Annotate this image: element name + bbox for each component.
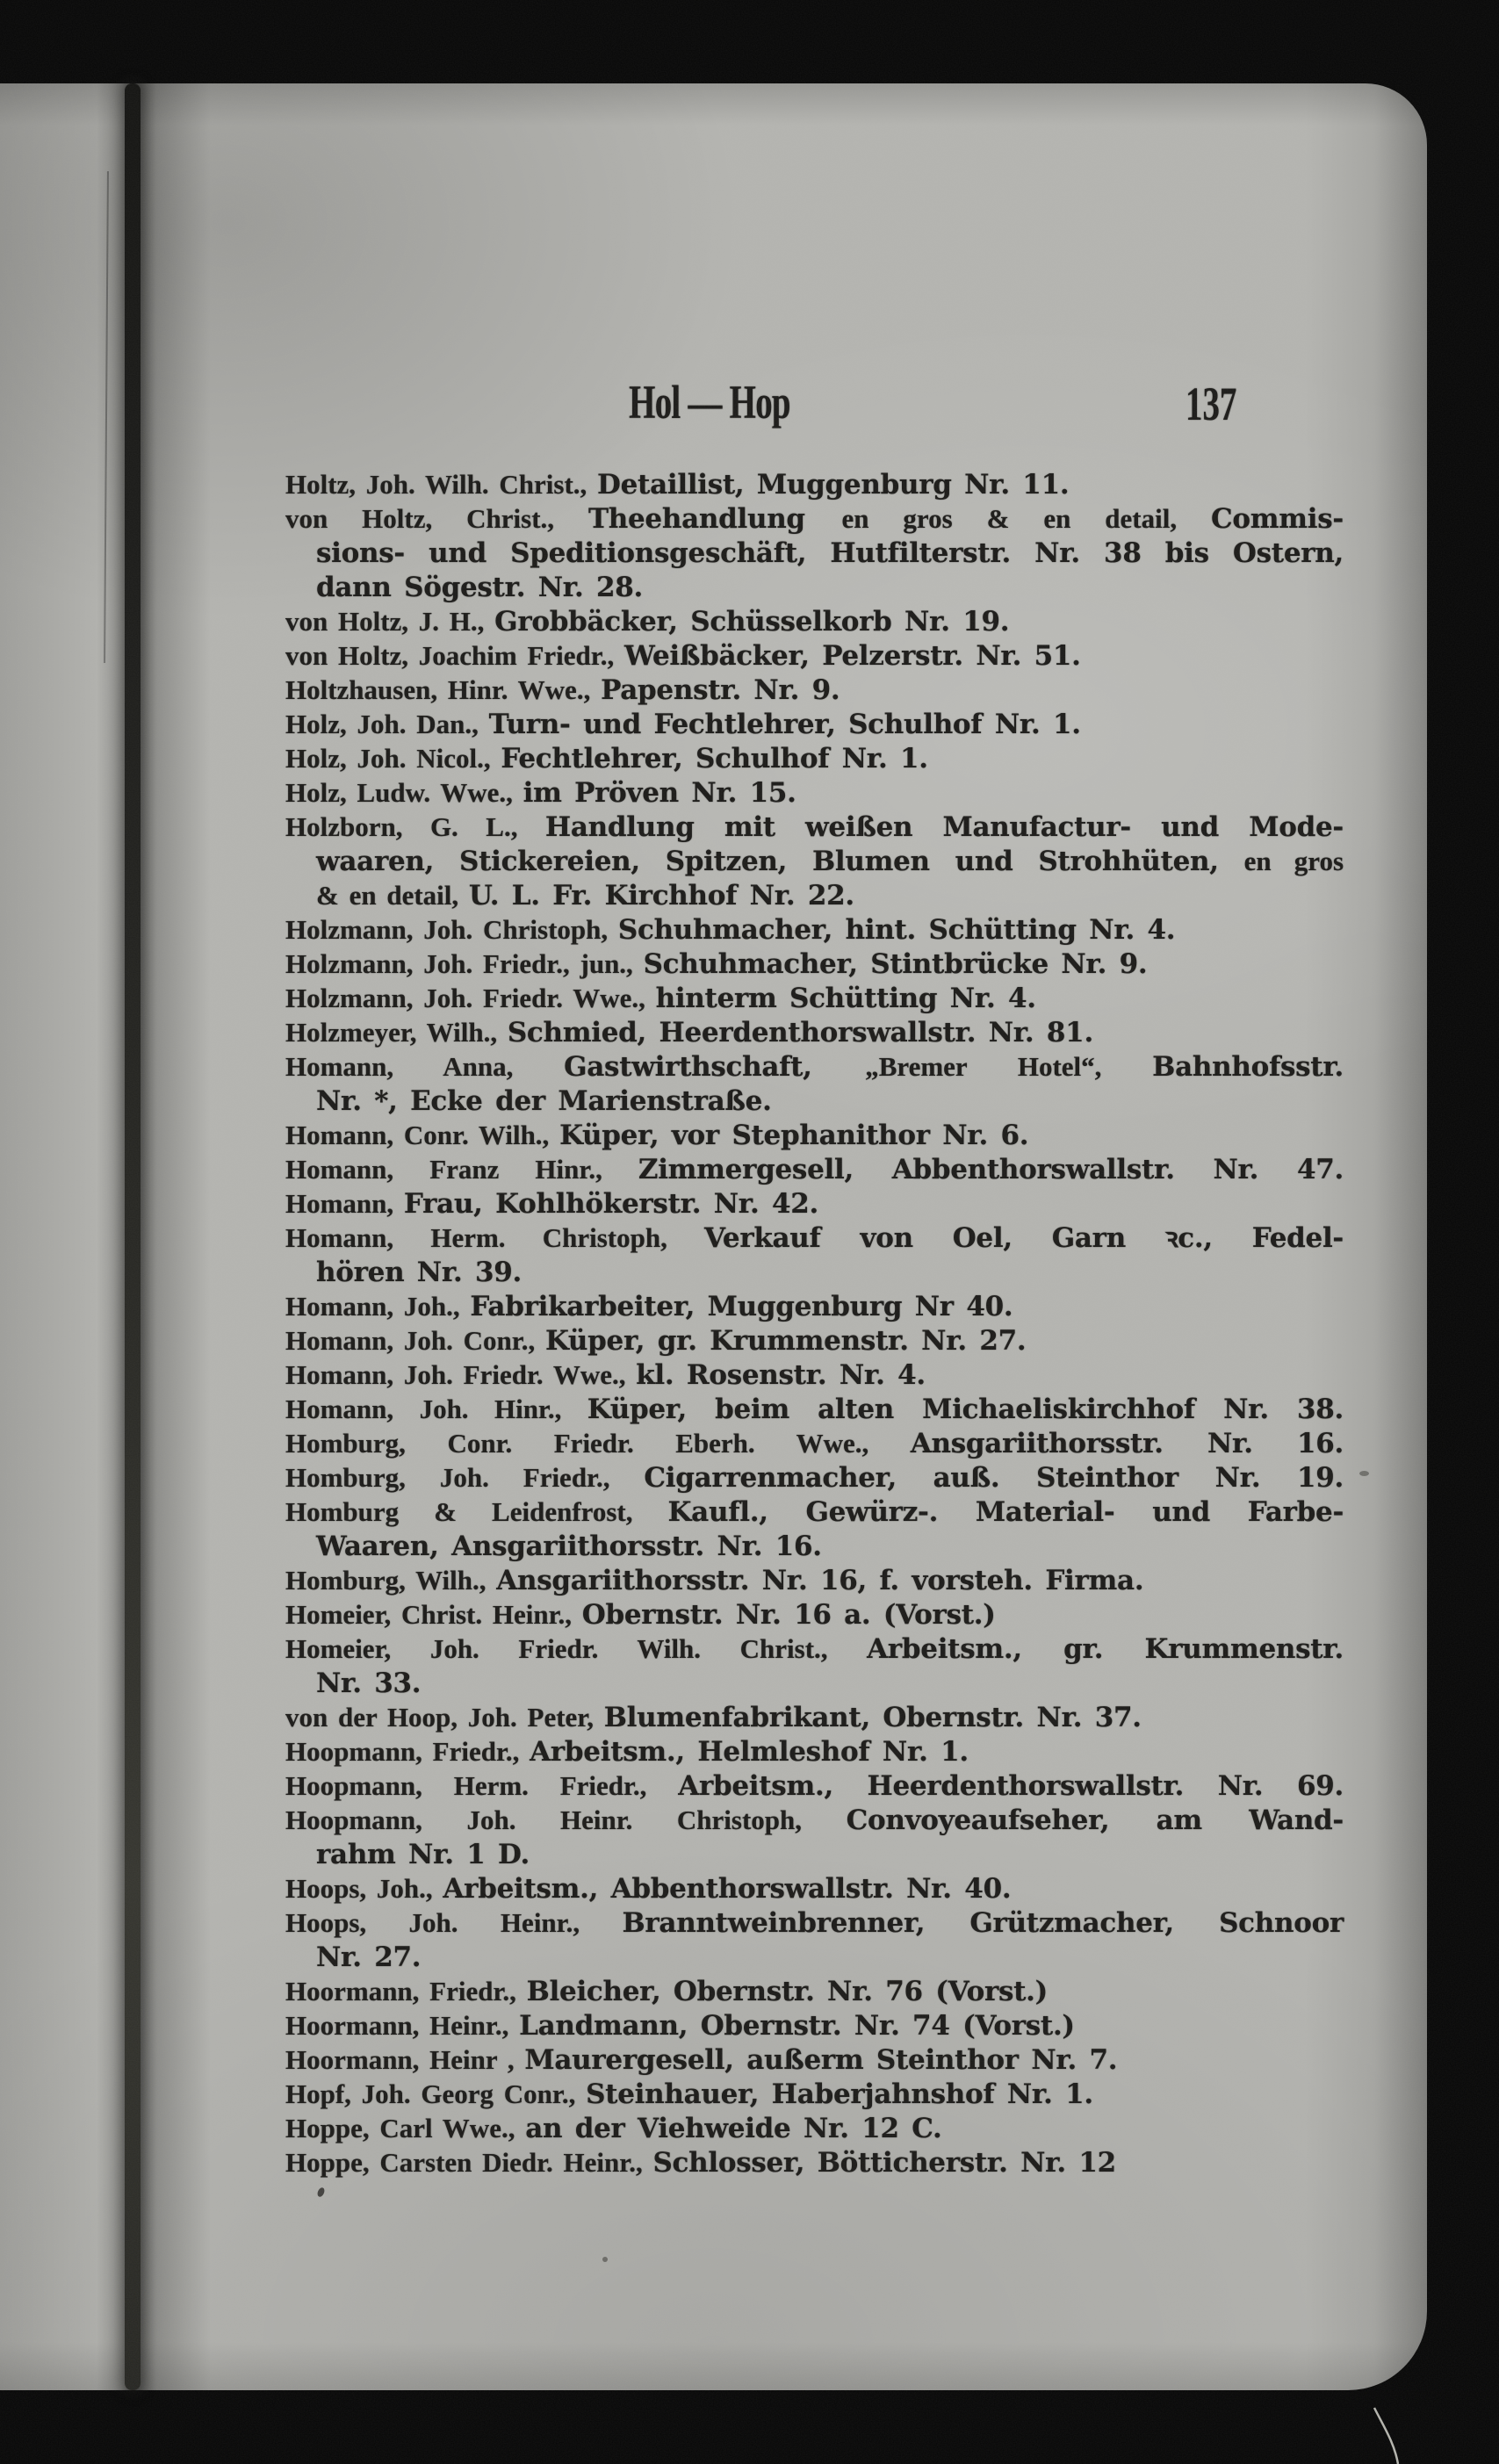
entry-details: Turn- und Fechtlehrer, Schulhof Nr. 1. bbox=[488, 709, 1081, 740]
entry-details: Grobbäcker, Schüsselkorb Nr. 19. bbox=[494, 606, 1010, 638]
directory-line bbox=[285, 673, 1344, 707]
entry-name: von der Hoop, Joh. Peter, bbox=[285, 1702, 604, 1733]
directory-line bbox=[285, 1015, 1344, 1049]
entry-details: Waaren, Ansgariithorsstr. Nr. 16. bbox=[316, 1531, 822, 1562]
directory-line bbox=[285, 1734, 1344, 1769]
entry-details: Papenstr. Nr. 9. bbox=[601, 674, 840, 706]
directory-line bbox=[285, 570, 1344, 604]
entry-details: Küper, vor Stephanithor Nr. 6. bbox=[559, 1120, 1029, 1151]
entry-details: Branntweinbrenner, Grützmacher, Schnoor bbox=[622, 1907, 1344, 1939]
directory-line bbox=[285, 1289, 1344, 1323]
directory-line bbox=[285, 981, 1344, 1015]
entry-details: Convoyeaufseher, am Wand- bbox=[846, 1805, 1344, 1836]
directory-line bbox=[285, 1358, 1344, 1392]
entry-details: Verkauf von Oel, Garn ꝛc., Fedel- bbox=[703, 1222, 1344, 1254]
entry-name: Hoopmann, Joh. Heinr. Christoph, bbox=[285, 1805, 847, 1835]
directory-line bbox=[285, 2077, 1344, 2111]
entry-details: Commis- bbox=[1211, 503, 1344, 535]
thread-fiber bbox=[1352, 2371, 1458, 2464]
entry-name: Holzborn, G. L., bbox=[285, 811, 545, 842]
directory-line bbox=[285, 947, 1344, 981]
entry-name: Hoppe, Carsten Diedr. Heinr., bbox=[285, 2147, 653, 2178]
entry-details: U. L. Fr. Kirchhof Nr. 22. bbox=[468, 880, 854, 911]
entry-details: rahm Nr. 1 D. bbox=[316, 1839, 530, 1870]
entry-name: Holtz, Joh. Wilh. Christ., bbox=[285, 469, 598, 500]
entry-details: Blumenfabrikant, Obernstr. Nr. 37. bbox=[603, 1702, 1142, 1733]
directory-line bbox=[285, 1118, 1344, 1152]
ink-speck bbox=[316, 2187, 326, 2198]
directory-line bbox=[285, 810, 1344, 844]
entry-name: Holzmann, Joh. Christoph, bbox=[285, 914, 618, 945]
entry-name: Hoppe, Carl Wwe., bbox=[285, 2113, 526, 2143]
entry-details: Küper, gr. Krummenstr. Nr. 27. bbox=[544, 1325, 1027, 1357]
running-head: Hol — Hop bbox=[629, 376, 790, 429]
entry-details: Fabrikarbeiter, Muggenburg Nr 40. bbox=[470, 1291, 1013, 1322]
directory-line bbox=[285, 1529, 1344, 1563]
entry-name: Homeier, Christ. Heinr., bbox=[285, 1599, 582, 1630]
directory-line bbox=[285, 2145, 1344, 2179]
directory-line bbox=[285, 1049, 1344, 1084]
entry-name: Homann, Franz Hinr., bbox=[285, 1154, 638, 1185]
entry-name: Homann, Joh. Friedr. Wwe., bbox=[285, 1359, 637, 1390]
directory-line bbox=[285, 1906, 1344, 1940]
entry-details: Frau, Kohlhökerstr. Nr. 42. bbox=[403, 1188, 819, 1220]
entry-details: Cigarrenmacher, auß. Steinthor Nr. 19. bbox=[644, 1462, 1344, 1494]
entry-details: Gastwirthschaft, bbox=[564, 1051, 866, 1083]
directory-line bbox=[285, 1940, 1344, 1974]
entry-name: en gros & en detail, bbox=[841, 503, 1212, 534]
entry-details: Bleicher, Obernstr. Nr. 76 (Vorst.) bbox=[526, 1976, 1049, 2007]
entry-details: Schlosser, Bötticherstr. Nr. 12 bbox=[652, 2147, 1116, 2179]
entry-details: dann Sögestr. Nr. 28. bbox=[316, 572, 643, 603]
entry-details: Nr. *, Ecke der Marienstraße. bbox=[316, 1085, 772, 1117]
entry-details: Obernstr. Nr. 16 a. (Vorst.) bbox=[581, 1599, 996, 1631]
entry-details: Schuhmacher, hint. Schütting Nr. 4. bbox=[617, 914, 1176, 946]
directory-line bbox=[285, 1837, 1344, 1871]
entry-details: hinterm Schütting Nr. 4. bbox=[655, 983, 1036, 1014]
entry-name: Homann, Joh. Hinr., bbox=[285, 1394, 587, 1424]
directory-line bbox=[285, 2008, 1344, 2043]
entry-name: Holz, Ludw. Wwe., bbox=[285, 777, 523, 808]
entry-name: von Holtz, Christ., bbox=[285, 503, 588, 534]
directory-line bbox=[285, 1803, 1344, 1837]
directory-line bbox=[285, 1769, 1344, 1803]
entry-name: Homann, Anna, bbox=[285, 1051, 565, 1082]
entry-name: Homburg, Wilh., bbox=[285, 1565, 497, 1596]
directory-line bbox=[285, 912, 1344, 947]
directory-line bbox=[285, 1460, 1344, 1495]
entry-name: Homann, Conr. Wilh., bbox=[285, 1120, 560, 1150]
directory-line bbox=[285, 2111, 1344, 2145]
entry-details: Landmann, Obernstr. Nr. 74 (Vorst.) bbox=[519, 2010, 1075, 2042]
entry-name: Holz, Joh. Dan., bbox=[285, 709, 489, 739]
entry-name: von Holtz, Joachim Friedr., bbox=[285, 640, 624, 671]
directory-line bbox=[285, 1700, 1344, 1734]
entry-name: Holzmann, Joh. Friedr. Wwe., bbox=[285, 983, 656, 1013]
page-number: 137 bbox=[1186, 378, 1237, 430]
entry-name: Hoopmann, Friedr., bbox=[285, 1736, 530, 1767]
entry-name: „Bremer Hotel“, bbox=[865, 1051, 1153, 1082]
entry-details: Küper, beim alten Michaeliskirchhof Nr. 38. bbox=[587, 1394, 1344, 1425]
entry-details: Bahnhofsstr. bbox=[1152, 1051, 1344, 1083]
directory-line bbox=[285, 1597, 1344, 1632]
entry-name: en gros bbox=[1243, 846, 1344, 876]
directory-list bbox=[285, 467, 1344, 2179]
directory-line bbox=[285, 1632, 1344, 1666]
entry-name: Holz, Joh. Nicol., bbox=[285, 743, 501, 774]
binding-gutter bbox=[125, 83, 141, 2390]
directory-line bbox=[285, 878, 1344, 912]
directory-line bbox=[285, 1152, 1344, 1186]
directory-line bbox=[285, 1392, 1344, 1426]
directory-line bbox=[285, 1495, 1344, 1529]
entry-details: Arbeitsm., Helmleshof Nr. 1. bbox=[530, 1736, 969, 1768]
directory-line bbox=[285, 1255, 1344, 1289]
directory-line bbox=[285, 707, 1344, 741]
directory-line bbox=[285, 604, 1344, 638]
entry-name: Homburg & Leidenfrost, bbox=[285, 1496, 668, 1527]
entry-details: waaren, Stickereien, Spitzen, Blumen und Strohhüten, bbox=[316, 846, 1244, 877]
entry-name: Homann, Joh., bbox=[285, 1291, 471, 1322]
entry-details: Zimmergesell, Abbenthorswallstr. Nr. 47. bbox=[638, 1154, 1344, 1185]
entry-name: Holzmann, Joh. Friedr., jun., bbox=[285, 948, 644, 979]
directory-line bbox=[285, 1186, 1344, 1221]
entry-details: sions- und Speditionsgeschäft, Hutfilterstr. Nr. 38 bis Ostern, bbox=[316, 537, 1344, 569]
directory-line bbox=[285, 536, 1344, 570]
entry-details: Theehandlung bbox=[587, 503, 842, 535]
directory-line bbox=[285, 1323, 1344, 1358]
directory-line bbox=[285, 1974, 1344, 2008]
directory-line bbox=[285, 775, 1344, 810]
entry-details: Nr. 27. bbox=[316, 1942, 422, 1973]
entry-name: Hopf, Joh. Georg Conr., bbox=[285, 2079, 587, 2109]
entry-details: Ansgariithorsstr. Nr. 16. bbox=[910, 1428, 1344, 1459]
entry-details: kl. Rosenstr. Nr. 4. bbox=[636, 1359, 926, 1391]
binding-gutter-shadow bbox=[97, 83, 211, 2390]
entry-details: Steinhauer, Haberjahnshof Nr. 1. bbox=[586, 2079, 1093, 2110]
book-page bbox=[0, 83, 1427, 2390]
directory-line bbox=[285, 1221, 1344, 1255]
entry-name: Hoormann, Heinr , bbox=[285, 2044, 525, 2075]
directory-line bbox=[285, 1084, 1344, 1118]
entry-name: Hoopmann, Herm. Friedr., bbox=[285, 1770, 679, 1801]
entry-name: & en detail, bbox=[316, 880, 469, 911]
entry-name: Homeier, Joh. Friedr. Wilh. Christ., bbox=[285, 1633, 868, 1664]
entry-name: Hoops, Joh. Heinr., bbox=[285, 1907, 623, 1938]
directory-line bbox=[285, 501, 1344, 536]
entry-name: Hoormann, Heinr., bbox=[285, 2010, 520, 2041]
directory-line bbox=[285, 1563, 1344, 1597]
entry-name: von Holtz, J. H., bbox=[285, 606, 495, 637]
entry-details: Detaillist, Muggenburg Nr. 11. bbox=[597, 469, 1070, 501]
entry-name: Hoops, Joh., bbox=[285, 1873, 443, 1904]
entry-name: Holzmeyer, Wilh., bbox=[285, 1017, 508, 1048]
entry-details: Schuhmacher, Stintbrücke Nr. 9. bbox=[643, 948, 1148, 980]
entry-details: Arbeitsm., Heerdenthorswallstr. Nr. 69. bbox=[678, 1770, 1344, 1802]
ink-speck bbox=[1359, 1471, 1369, 1476]
entry-details: Weißbäcker, Pelzerstr. Nr. 51. bbox=[623, 640, 1081, 672]
directory-line bbox=[285, 638, 1344, 673]
entry-details: an der Viehweide Nr. 12 C. bbox=[525, 2113, 942, 2144]
entry-name: Homann, bbox=[285, 1188, 404, 1219]
directory-line bbox=[285, 1426, 1344, 1460]
entry-name: Homburg, Joh. Friedr., bbox=[285, 1462, 645, 1493]
entry-name: Homburg, Conr. Friedr. Eberh. Wwe., bbox=[285, 1428, 911, 1459]
entry-details: Handlung mit weißen Manufactur- und Mode- bbox=[544, 811, 1344, 843]
entry-details: Maurergesell, außerm Steinthor Nr. 7. bbox=[524, 2044, 1118, 2076]
directory-line bbox=[285, 467, 1344, 501]
directory-line bbox=[285, 1871, 1344, 1906]
entry-details: Arbeitsm., Abbenthorswallstr. Nr. 40. bbox=[443, 1873, 1012, 1905]
entry-details: Fechtlehrer, Schulhof Nr. 1. bbox=[501, 743, 928, 775]
directory-line bbox=[285, 1666, 1344, 1700]
entry-name: Hoormann, Friedr., bbox=[285, 1976, 527, 2007]
entry-details: hören Nr. 39. bbox=[316, 1257, 522, 1288]
entry-details: im Pröven Nr. 15. bbox=[522, 777, 796, 809]
ink-speck bbox=[602, 2257, 608, 2262]
directory-line bbox=[285, 741, 1344, 775]
entry-name: Holtzhausen, Hinr. Wwe., bbox=[285, 674, 602, 705]
directory-line bbox=[285, 844, 1344, 878]
entry-details: Kaufl., Gewürz-. Material- und Farbe- bbox=[667, 1496, 1344, 1528]
directory-line bbox=[285, 2043, 1344, 2077]
entry-details: Schmied, Heerdenthorswallstr. Nr. 81. bbox=[507, 1017, 1093, 1048]
entry-details: Nr. 33. bbox=[316, 1668, 422, 1699]
entry-name: Homann, Joh. Conr., bbox=[285, 1325, 545, 1356]
entry-details: Ansgariithorsstr. Nr. 16, f. vorsteh. Firma. bbox=[496, 1565, 1144, 1596]
entry-details: Arbeitsm., gr. Krummenstr. bbox=[867, 1633, 1344, 1665]
entry-name: Homann, Herm. Christoph, bbox=[285, 1222, 704, 1253]
